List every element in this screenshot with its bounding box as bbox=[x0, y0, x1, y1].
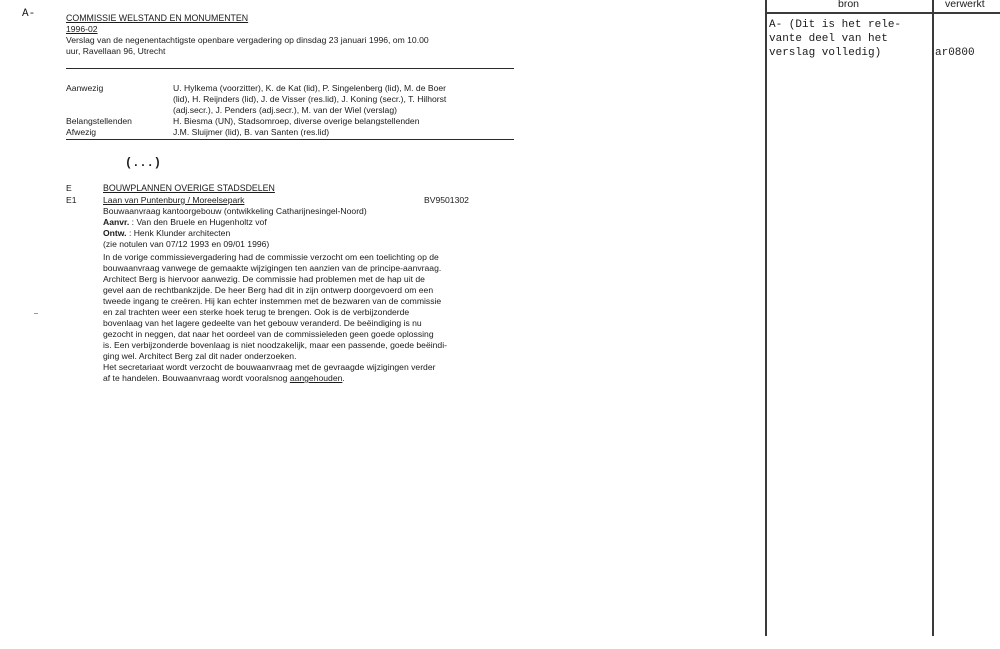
bron-note-line-1: A- (Dit is het rele- bbox=[769, 19, 902, 31]
body-line-4: gevel aan de rechtbankzijde. De heer Berg had dit in zijn ontwerp doorgevoerd om een bbox=[103, 285, 434, 295]
designer-value: : Henk Klunder architecten bbox=[128, 228, 231, 238]
body-line-11: Het secretariaat wordt verzocht de bouwaanvraag met de gevraagde wijzigingen verder bbox=[103, 362, 436, 372]
absent-label: Afwezig bbox=[66, 127, 97, 137]
meeting-subtitle-line-1: Verslag van de negenentachtigste openbare vergadering op dinsdag 23 januari 1996, om 10.00 bbox=[66, 35, 429, 45]
body-line-6: en zal trachten weer een sterke hoek terug te brengen. Ook is de verbijzonderde bbox=[103, 307, 410, 317]
body-line-3: Architect Berg is hiervoor aanwezig. De commissie had problemen met de hap uit de bbox=[103, 274, 425, 284]
body-line-1: In de vorige commissievergadering had de commissie verzocht om een toelichting op de bbox=[103, 252, 439, 262]
table-header-rule bbox=[765, 12, 1000, 14]
table-column-divider bbox=[932, 0, 934, 636]
attendance-divider bbox=[66, 139, 514, 140]
applicant-label: Aanvr. bbox=[103, 217, 130, 227]
notes-reference: (zie notulen van 07/12 1993 en 09/01 1996) bbox=[103, 239, 270, 249]
omission-ellipsis: (...) bbox=[125, 156, 162, 170]
table-left-border bbox=[765, 0, 767, 636]
present-label: Aanwezig bbox=[66, 83, 104, 93]
body-line-12-prefix: af te handelen. Bouwaanvraag wordt vooralsnog bbox=[103, 373, 290, 383]
absent-text: J.M. Sluijmer (lid), B. van Santen (res.lid) bbox=[173, 127, 330, 137]
body-line-10: ging wel. Architect Berg zal dit nader onderzoeken. bbox=[103, 351, 297, 361]
section-code: E bbox=[66, 183, 72, 193]
meeting-subtitle-line-2: uur, Ravellaan 96, Utrecht bbox=[66, 46, 166, 56]
scan-mark bbox=[34, 313, 38, 314]
body-line-12-suffix: . bbox=[342, 373, 345, 383]
present-line-1: U. Hylkema (voorzitter), K. de Kat (lid), P. Singelenberg (lid), M. de Boer bbox=[173, 83, 447, 93]
item-code: E1 bbox=[66, 195, 77, 205]
designer-label: Ontw. bbox=[103, 228, 127, 238]
stakeholders-label: Belangstellenden bbox=[66, 116, 132, 126]
header-divider bbox=[66, 68, 514, 69]
meeting-number: 1996-02 bbox=[66, 24, 98, 34]
item-file-number: BV9501302 bbox=[424, 195, 469, 205]
item-request: Bouwaanvraag kantoorgebouw (ontwikkeling Catharijnesingel-Noord) bbox=[103, 206, 367, 216]
bron-note-line-2: vante deel van het bbox=[769, 33, 888, 45]
item-location: Laan van Puntenburg / Moreelsepark bbox=[103, 195, 245, 205]
bron-note-line-3: verslag volledig) bbox=[769, 47, 882, 59]
stakeholders-text: H. Biesma (UN), Stadsomroep, diverse overige belangstellenden bbox=[173, 116, 420, 126]
margin-marker: A- bbox=[22, 8, 36, 20]
decision-held: aangehouden bbox=[289, 373, 343, 383]
verwerkt-value: ar0800 bbox=[935, 47, 975, 59]
body-line-12 bbox=[103, 373, 345, 384]
applicant-row bbox=[103, 217, 267, 228]
present-line-2: (lid), H. Reijnders (lid), J. de Visser (res.lid), J. Koning (secr.), T. Hilhorst bbox=[173, 94, 447, 104]
body-line-5: tweede ingang te creëren. Hij kan echter instemmen met de bezwaren van de commissie bbox=[103, 296, 442, 306]
body-line-9: is. Een verbijzonderde bovenlaag is niet noodzakelijk, maar een passende, goede beëindi- bbox=[103, 340, 447, 350]
column-header-verwerkt: verwerkt bbox=[945, 0, 985, 10]
present-line-3: (adj.secr.), J. Penders (adj.secr.), M. van der Wiel (verslag) bbox=[173, 105, 397, 115]
section-title: BOUWPLANNEN OVERIGE STADSDELEN bbox=[103, 183, 275, 193]
column-header-bron: bron bbox=[838, 0, 860, 10]
body-line-2: bouwaanvraag vanwege de gemaakte wijzigingen ten aanzien van de principe-aanvraag. bbox=[103, 263, 442, 273]
applicant-value: : Van den Bruele en Hugenholtz vof bbox=[131, 217, 267, 227]
designer-row bbox=[103, 228, 230, 239]
document-title: COMMISSIE WELSTAND EN MONUMENTEN bbox=[66, 13, 249, 23]
body-line-7: bovenlaag van het lagere gedeelte van het gebouw veranderd. De beëindiging is nu bbox=[103, 318, 422, 328]
body-line-8: gezocht in neggen, dat naar het oordeel van de commissieleden geen goede oplossing bbox=[103, 329, 434, 339]
